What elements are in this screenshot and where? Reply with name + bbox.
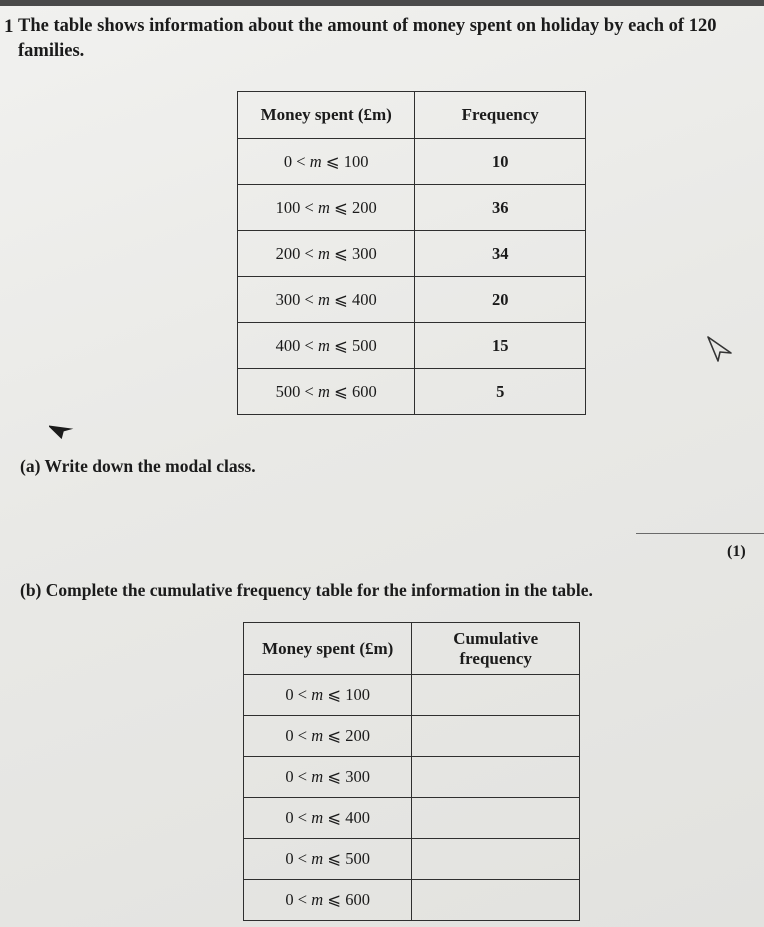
variable-m: m <box>317 381 330 401</box>
frequency-row <box>238 277 586 323</box>
cumulative-row <box>244 880 580 921</box>
less-equal-symbol: ⩽ <box>334 381 348 401</box>
money-range-cell <box>244 880 412 921</box>
variable-m: m <box>317 335 330 355</box>
less-than-symbol: < <box>304 335 314 355</box>
less-equal-symbol: ⩽ <box>334 243 348 263</box>
variable-m: m <box>311 685 324 704</box>
cumulative-frequency-header <box>412 623 580 675</box>
cumulative-row <box>244 839 580 880</box>
money-range-cell <box>244 839 412 880</box>
part-b-question: (b) Complete the cumulative frequency table for the information in the table. <box>20 580 593 600</box>
lower-bound: 200 <box>275 243 301 263</box>
cumulative-row <box>244 798 580 839</box>
cumulative-table-header <box>244 623 580 675</box>
less-equal-symbol: ⩽ <box>327 685 342 704</box>
money-range-cell <box>238 369 415 415</box>
variable-m: m <box>317 289 330 309</box>
variable-m: m <box>311 726 324 745</box>
less-equal-symbol: ⩽ <box>334 289 348 309</box>
part-a-marks: (1) <box>727 543 746 560</box>
less-than-symbol: < <box>297 767 308 786</box>
lower-bound: 400 <box>275 335 301 355</box>
screen-top-bar <box>0 0 764 6</box>
lower-bound: 0 <box>285 890 294 909</box>
less-than-symbol: < <box>297 808 308 827</box>
cumulative-row <box>244 757 580 798</box>
upper-bound: 300 <box>345 767 370 786</box>
lower-bound: 0 <box>285 808 294 827</box>
money-range-cell <box>238 277 415 323</box>
variable-m: m <box>311 890 324 909</box>
cumulative-frequency-input[interactable] <box>412 716 580 757</box>
money-range-cell <box>238 185 415 231</box>
upper-bound: 600 <box>345 890 370 909</box>
less-equal-symbol: ⩽ <box>325 151 340 171</box>
upper-bound: 100 <box>343 151 369 171</box>
lower-bound: 100 <box>275 197 301 217</box>
money-spent-header: Money spent (£m) <box>244 623 412 675</box>
frequency-row <box>238 139 586 185</box>
money-range-cell <box>244 675 412 716</box>
less-equal-symbol: ⩽ <box>327 890 342 909</box>
cumulative-frequency-input[interactable] <box>412 798 580 839</box>
less-equal-symbol: ⩽ <box>327 849 342 868</box>
frequency-table <box>237 91 586 415</box>
frequency-value: 5 <box>415 369 586 415</box>
frequency-row <box>238 231 586 277</box>
cumulative-frequency-input[interactable] <box>412 675 580 716</box>
less-equal-symbol: ⩽ <box>334 197 348 217</box>
less-equal-symbol: ⩽ <box>327 808 342 827</box>
upper-bound: 200 <box>351 197 377 217</box>
cumulative-frequency-input[interactable] <box>412 880 580 921</box>
arrow-cursor-icon <box>49 418 77 440</box>
less-than-symbol: < <box>304 289 314 309</box>
less-than-symbol: < <box>297 890 308 909</box>
question-intro: The table shows information about the amount of money spent on holiday by each of 120 families. <box>18 16 717 61</box>
frequency-value: 20 <box>415 277 586 323</box>
less-than-symbol: < <box>297 685 308 704</box>
question-number: 1 <box>4 16 14 37</box>
less-than-symbol: < <box>304 197 314 217</box>
less-equal-symbol: ⩽ <box>334 335 348 355</box>
frequency-value: 15 <box>415 323 586 369</box>
less-than-symbol: < <box>304 243 314 263</box>
cumulative-row <box>244 716 580 757</box>
frequency-value: 10 <box>415 139 586 185</box>
frequency-table-header <box>238 92 586 139</box>
upper-bound: 600 <box>351 381 377 401</box>
frequency-row <box>238 369 586 415</box>
money-range-cell <box>244 716 412 757</box>
lower-bound: 0 <box>285 767 294 786</box>
less-equal-symbol: ⩽ <box>327 767 342 786</box>
upper-bound: 500 <box>351 335 377 355</box>
less-than-symbol: < <box>297 849 308 868</box>
frequency-row <box>238 323 586 369</box>
variable-m: m <box>317 243 330 263</box>
frequency-header: Frequency <box>415 92 586 139</box>
money-range-cell <box>238 231 415 277</box>
variable-m: m <box>311 808 324 827</box>
part-a-question: (a) Write down the modal class. <box>20 456 256 476</box>
answer-line[interactable] <box>636 533 764 534</box>
cumulative-frequency-input[interactable] <box>412 757 580 798</box>
variable-m: m <box>311 849 324 868</box>
lower-bound: 0 <box>283 151 293 171</box>
variable-m: m <box>309 151 322 171</box>
hollow-arrow-cursor-icon <box>705 333 735 367</box>
less-than-symbol: < <box>304 381 314 401</box>
lower-bound: 0 <box>285 849 294 868</box>
less-than-symbol: < <box>296 151 306 171</box>
lower-bound: 0 <box>285 685 294 704</box>
lower-bound: 0 <box>285 726 294 745</box>
cumulative-header-line1: Cumulative <box>453 628 539 648</box>
lower-bound: 300 <box>275 289 301 309</box>
money-spent-header: Money spent (£m) <box>238 92 415 139</box>
money-range-cell <box>238 323 415 369</box>
upper-bound: 400 <box>351 289 377 309</box>
variable-m: m <box>311 767 324 786</box>
less-than-symbol: < <box>297 726 308 745</box>
cumulative-frequency-table <box>243 622 580 921</box>
money-range-cell <box>244 757 412 798</box>
less-equal-symbol: ⩽ <box>327 726 342 745</box>
upper-bound: 200 <box>345 726 370 745</box>
cumulative-row <box>244 675 580 716</box>
money-range-cell <box>244 798 412 839</box>
upper-bound: 500 <box>345 849 370 868</box>
cumulative-frequency-input[interactable] <box>412 839 580 880</box>
frequency-value: 34 <box>415 231 586 277</box>
frequency-value: 36 <box>415 185 586 231</box>
variable-m: m <box>317 197 330 217</box>
money-range-cell <box>238 139 415 185</box>
cumulative-header-line2: frequency <box>459 648 532 668</box>
frequency-row <box>238 185 586 231</box>
upper-bound: 100 <box>345 685 370 704</box>
upper-bound: 300 <box>351 243 377 263</box>
upper-bound: 400 <box>345 808 370 827</box>
lower-bound: 500 <box>275 381 301 401</box>
